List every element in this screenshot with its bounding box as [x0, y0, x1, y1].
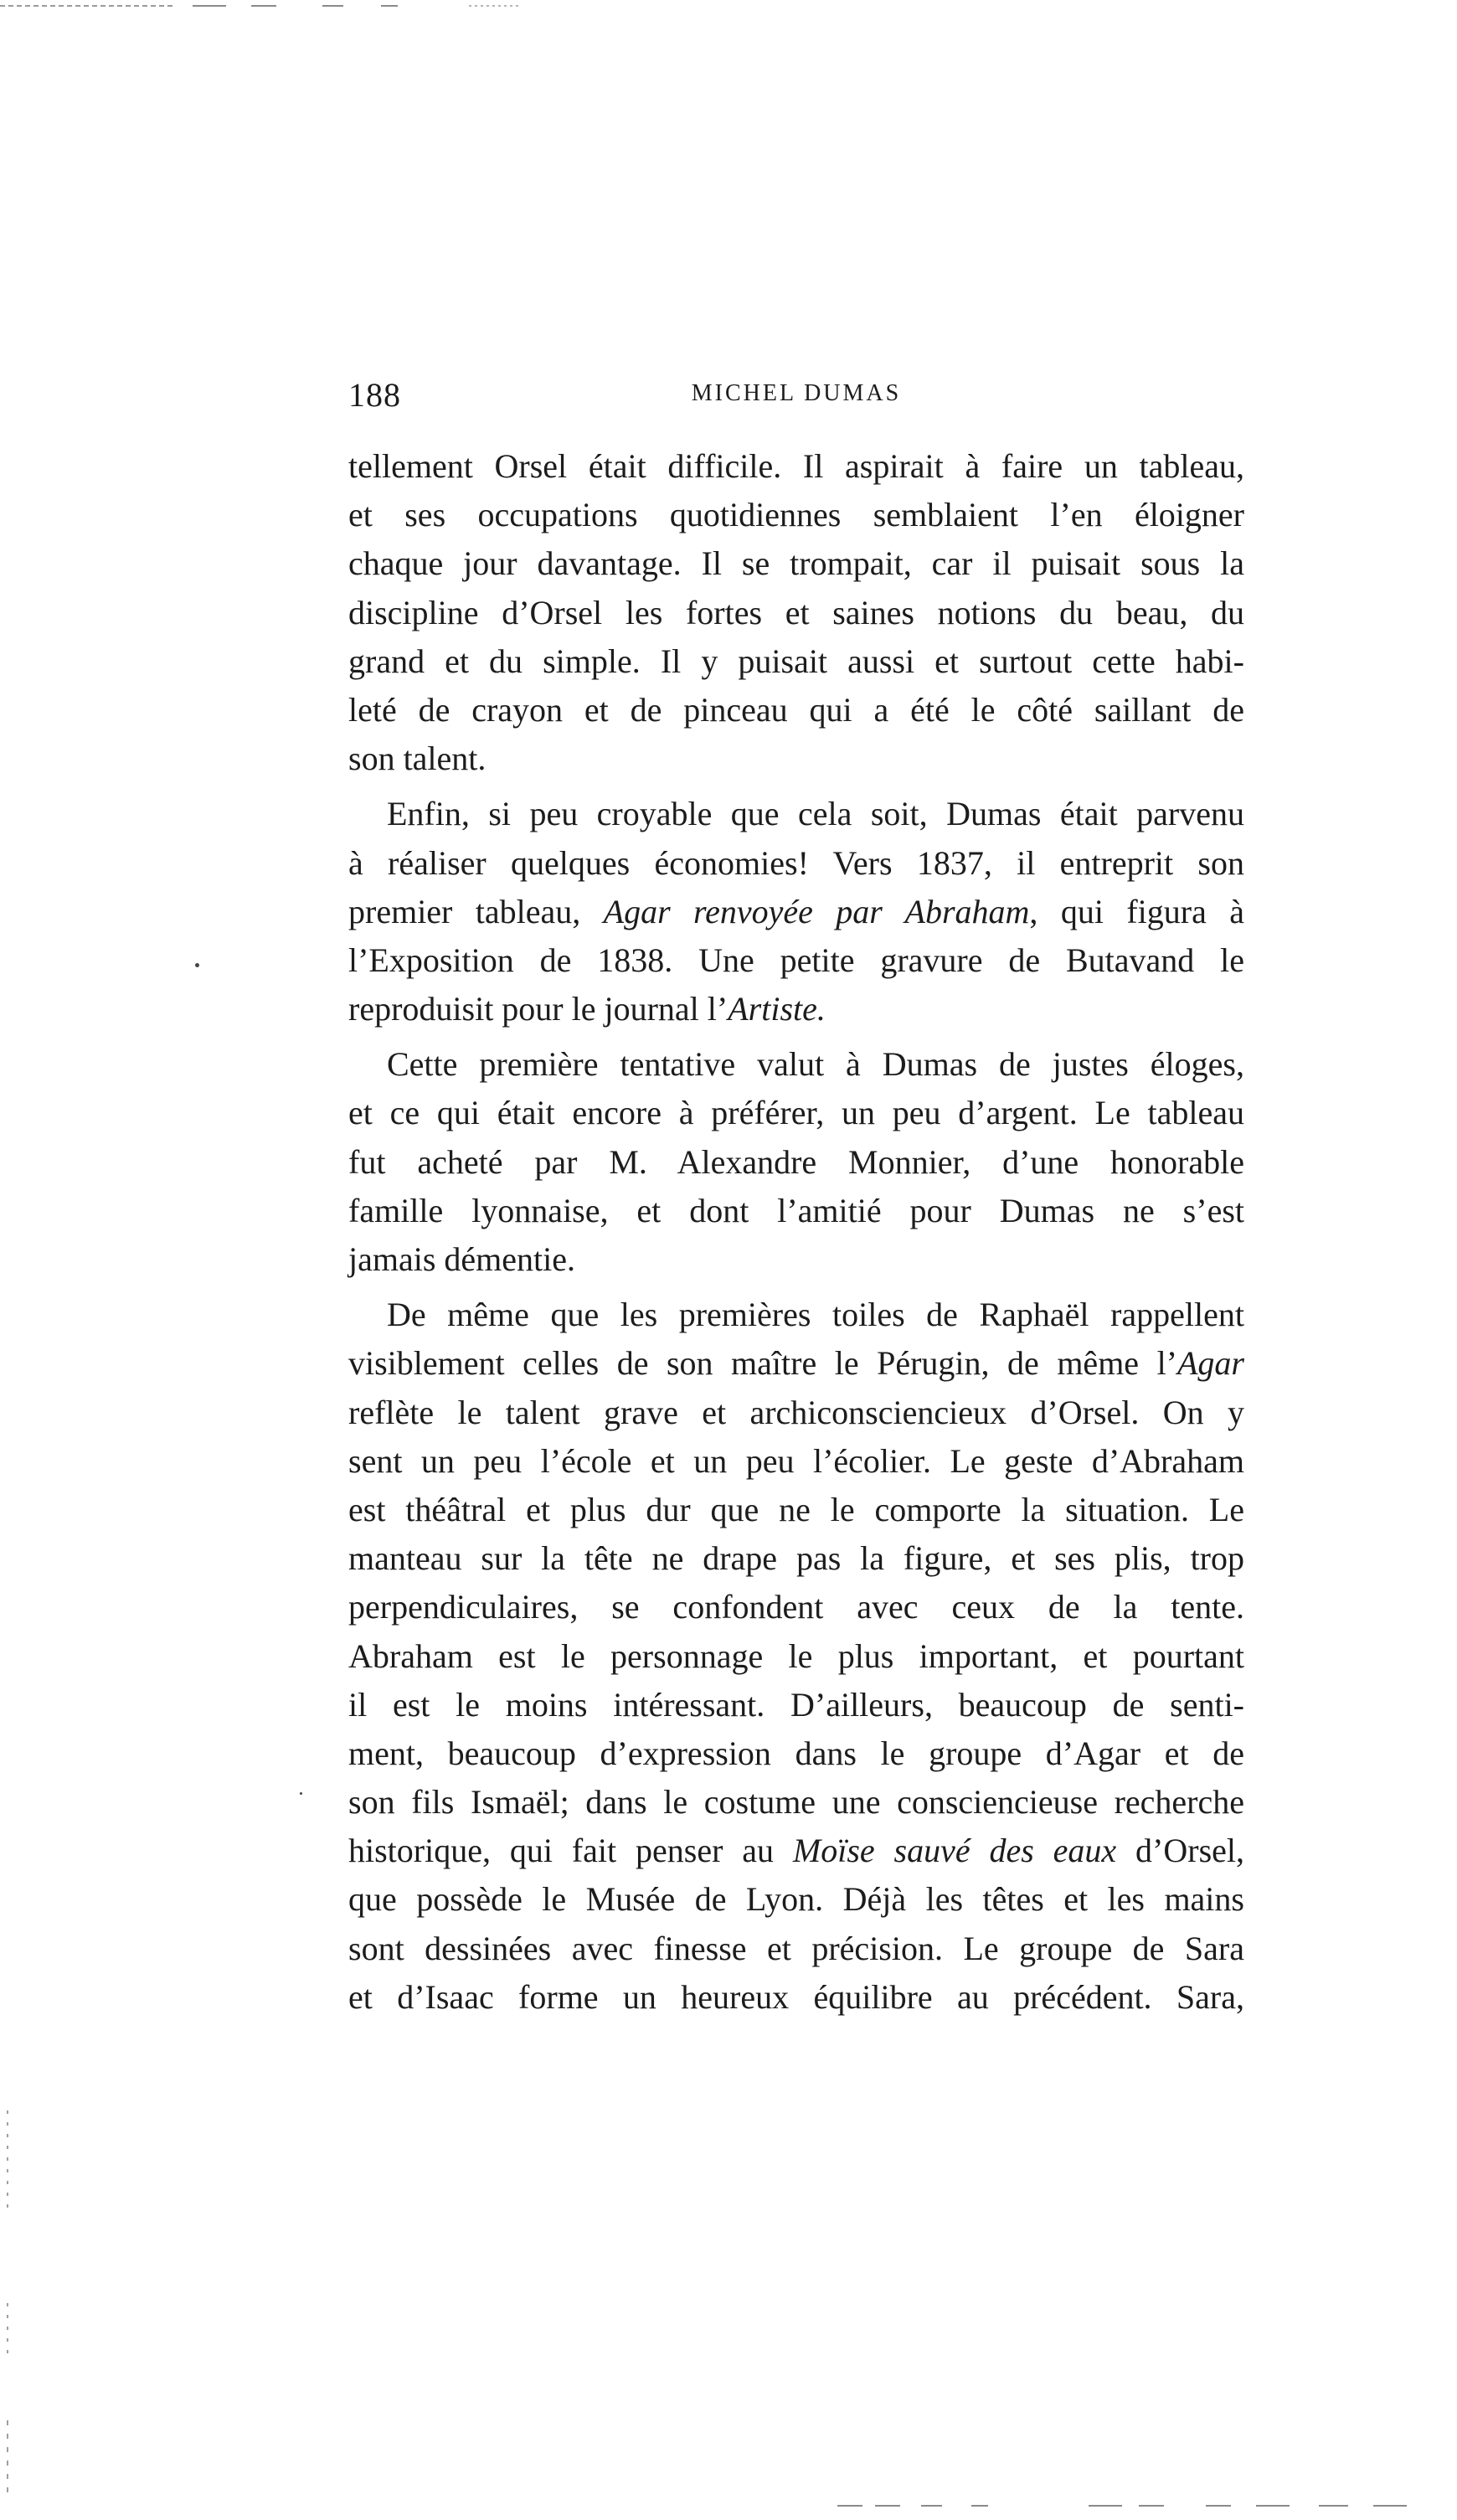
text-line: [348, 1040, 1244, 1089]
paragraph-gap: [348, 1033, 1244, 1040]
page-number: 188: [348, 376, 401, 414]
running-head: [348, 375, 1244, 417]
text-line: [348, 985, 1244, 1033]
text-segment: ment, beaucoup d’expression dans le groupe d’Agar et de: [348, 1734, 1244, 1772]
text-line: [348, 1389, 1244, 1437]
italic-title: Agar: [1177, 1344, 1244, 1383]
text-segment: fut acheté par M. Alexandre Monnier, d’une honorable: [348, 1142, 1244, 1181]
text-line: [348, 1827, 1244, 1875]
text-segment: chaque jour davantage. Il se trompait, car il puisait sous la: [348, 544, 1244, 583]
text-segment: sont dessinées avec finesse et précision. Le groupe de Sara: [348, 1929, 1244, 1967]
text-segment: est théâtral et plus dur que ne le comporte la situation. Le: [348, 1490, 1244, 1528]
text-segment: grand et du simple. Il y puisait aussi et surtout cette habi-: [348, 642, 1244, 680]
text-line: [348, 1187, 1244, 1235]
text-line: [348, 1729, 1244, 1778]
text-line: [348, 790, 1244, 838]
text-segment: tellement Orsel était difficile. Il aspirait à faire un tableau,: [348, 447, 1244, 485]
text-segment: Enfin, si peu croyable que cela soit, Dumas était parvenu: [387, 795, 1244, 833]
body-text: [348, 442, 1244, 2022]
text-segment: jamais démentie.: [348, 1240, 576, 1278]
text-segment: reproduisit pour le journal l’: [348, 990, 728, 1028]
text-segment: De même que les premières toiles de Raphaël rappellent: [387, 1296, 1244, 1334]
text-segment: son talent.: [348, 740, 487, 778]
paragraph-gap: [348, 783, 1244, 790]
text-line: [348, 1339, 1244, 1388]
text-line: [348, 1437, 1244, 1486]
ink-speck: [300, 1792, 302, 1795]
text-segment: Abraham est le personnage le plus important, et pourtant: [348, 1636, 1244, 1675]
text-line: [348, 1973, 1244, 2022]
text-segment: famille lyonnaise, et dont l’amitié pour Dumas ne s’est: [348, 1191, 1244, 1229]
text-line: [348, 1534, 1244, 1583]
text-segment: et d’Isaac forme un heureux équilibre au précédent. Sara,: [348, 1977, 1244, 2016]
paragraph: [348, 442, 1244, 783]
text-line: [348, 1583, 1244, 1631]
text-segment: discipline d’Orsel les fortes et saines notions du beau, du: [348, 593, 1244, 631]
text-line: [348, 589, 1244, 637]
text-line: [348, 936, 1244, 985]
text-segment: manteau sur la tête ne drape pas la figure, et ses plis, trop: [348, 1539, 1244, 1578]
text-segment: premier tableau,: [348, 892, 604, 930]
text-line: [348, 1925, 1244, 1973]
paragraph: [348, 1040, 1244, 1284]
text-line: [348, 1089, 1244, 1137]
italic-title: Moïse sauvé des eaux: [792, 1832, 1117, 1870]
paragraph: [348, 790, 1244, 1033]
text-line: [348, 637, 1244, 686]
text-line: [348, 1486, 1244, 1534]
text-line: [348, 442, 1244, 491]
ink-speck: [195, 963, 199, 967]
scan-edge-marks-top: [0, 3, 586, 8]
scan-edge-marks-left: [5, 2110, 10, 2496]
text-segment: et ce qui était encore à préférer, un peu d’argent. Le tableau: [348, 1094, 1244, 1132]
text-segment: sent un peu l’école et un peu l’écolier. Le geste d’Abraham: [348, 1441, 1244, 1480]
text-segment: à réaliser quelques économies! Vers 1837, il entreprit son: [348, 843, 1244, 882]
text-segment: , qui figura à: [1029, 892, 1244, 930]
text-segment: il est le moins intéressant. D’ailleurs, beaucoup de senti-: [348, 1685, 1244, 1724]
italic-title: Artiste.: [728, 990, 826, 1028]
text-segment: historique, qui fait penser au: [348, 1832, 793, 1870]
text-segment: visiblement celles de son maître le Pérugin, de même l’: [348, 1344, 1177, 1383]
text-line: [348, 1778, 1244, 1827]
text-line: [348, 734, 1244, 783]
text-line: [348, 1235, 1244, 1284]
text-line: [348, 539, 1244, 588]
text-segment: d’Orsel,: [1116, 1832, 1245, 1870]
text-line: [348, 491, 1244, 539]
text-segment: perpendiculaires, se confondent avec ceux de la tente.: [348, 1588, 1244, 1626]
text-line: [348, 888, 1244, 936]
paragraph-gap: [348, 1284, 1244, 1291]
text-segment: reflète le talent grave et archiconsciencieux d’Orsel. On y: [348, 1393, 1244, 1431]
paragraph: [348, 1291, 1244, 2022]
text-line: [348, 1875, 1244, 1924]
scan-edge-marks-bottom: [837, 2503, 1457, 2508]
italic-title: Agar renvoyée par Abraham: [603, 892, 1030, 930]
text-segment: l’Exposition de 1838. Une petite gravure de Butavand le: [348, 940, 1244, 979]
text-line: [348, 1681, 1244, 1729]
text-segment: que possède le Musée de Lyon. Déjà les têtes et les mains: [348, 1880, 1244, 1919]
text-segment: son fils Ismaël; dans le costume une consciencieuse recherche: [348, 1783, 1244, 1822]
text-segment: et ses occupations quotidiennes semblaient l’en éloigner: [348, 496, 1244, 534]
text-line: [348, 1632, 1244, 1681]
text-line: [348, 839, 1244, 888]
text-line: [348, 1138, 1244, 1187]
text-line: [348, 686, 1244, 734]
text-segment: leté de crayon et de pinceau qui a été le côté saillant de: [348, 690, 1244, 729]
text-segment: Cette première tentative valut à Dumas de justes éloges,: [387, 1045, 1244, 1084]
running-title: MICHEL DUMAS: [691, 380, 902, 406]
text-line: [348, 1291, 1244, 1339]
